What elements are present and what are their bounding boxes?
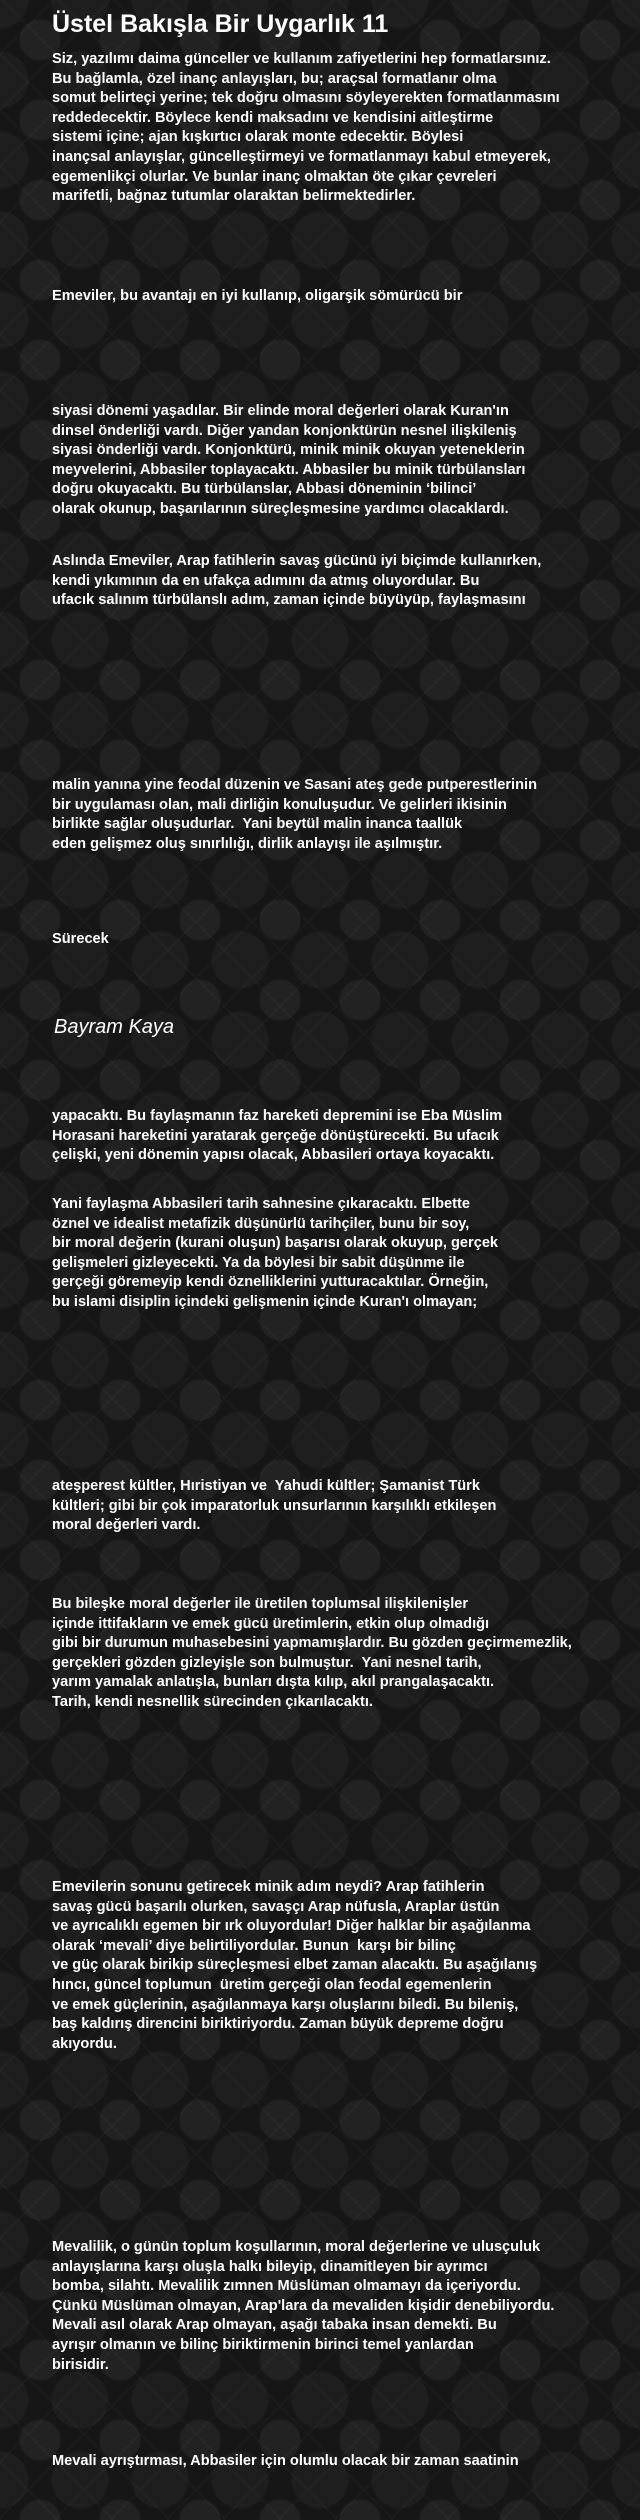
paragraph-8: Yani faylaşma Abbasileri tarih sahnesine çıkaracaktı. Elbette öznel ve idealist metafizik düşünürlü tarihçiler, bunu bir soy, bir moral değerin (kurani oluşun) başarısı olarak okuyup, gerçek gelişmeleri gizleyecekti. Ya da böylesi bir sabit düşünme ile gerçeği göremeyip kendi öznelliklerini yutturacaktılar. Örneğin, bu islami disiplin içindeki gelişmenin içinde Kuran'ı olmayan; [52, 1196, 499, 1310]
paragraph-1: Siz, yazılımı daima günceller ve kullanım zafiyetlerini hep formatlarsınız. Bu bağlamla, özel inanç anlayışları, bu; araçsal formatlanır olma somut belirteçi yerine; tek doğru olmasını söyleyerekten formatlanmasını reddedecektir. Böylece kendi maksadını ve kendisini aitleştirme sistemi içine; ajan kışkırtıcı olarak monte edecektir. Böylesi inançsal anlayışlar, güncelleştirmeyi ve formatlanmayı kabul etmeyerek, egemenlikçi olurlar. Ve bunlar inanç olmaktan öte çıkar çevreleri marifetli, bağnaz tutumlar olaraktan belirmektedirler. [52, 51, 560, 205]
paragraph-3: siyasi dönemi yaşadılar. Bir elinde moral değerleri olarak Kuran'ın dinsel önderliği vardı. Diğer yandan konjonktürün nesnel ilişkileniş siyasi önderliği vardı. Konjonktürü, minik minik okuyan yeteneklerin meyvelerini, Abbasiler toplayacaktı. Abbasiler bu minik türbülansları doğru okuyacaktı. Bu türbülanslar, Abbasi döneminin ‘bilinci’ olarak okunup, başarılarının süreçleşmesine yardımcı olacaklardı. [52, 403, 526, 517]
paragraph-13: Mevali ayrıştırması, Abbasiler için olumlu olacak bir zaman saatinin [52, 2453, 519, 2469]
paragraph-11: Emevilerin sonunu getirecek minik adım neydi? Arap fatihlerin savaş gücü başarılı olurken, savaşçı Arap nüfusla, Araplar üstün ve ayrıcalıklı egemen bir ırk oluyordular! Diğer halklar bir aşağılanma olarak ‘mevali’ diye belirtiliyordular. Bunun karşı bir bilinç ve güç olarak birikip süreçleşmesi elbet zaman alacaktı. Bu aşağılanış hıncı, güncel toplumun üretim gerçeği olan feodal egemenlerin ve emek güçlerinin, aşağılanmaya karşı oluşlarını biledi. Bu bileniş, baş kaldırış direncini biriktiriyordu. Zaman büyük depreme doğru akıyordu. [52, 1879, 538, 2052]
paragraph-5: malin yanına yine feodal düzenin ve Sasani ateş gede putperestlerinin bir uygulaması olan, mali dirliğin konuluşudur. Ve gelirleri ikisinin birlikte sağlar oluşudurlar. Yani beytül malin inanca taallük eden gelişmez oluş sınırlılığı, dirlik anlayışı ile aşılmıştır. [52, 777, 537, 852]
paragraph-7: yapacaktı. Bu faylaşmanın faz hareketi depremini ise Eba Müslim Horasani hareketini yaratarak gerçeğe dönüştürecekti. Bu ufacık çelişki, yeni dönemin yapısı olacak, Abbasileri ortaya koyacaktı. [52, 1108, 503, 1164]
paragraph-2: Emeviler, bu avantajı en iyi kullanıp, oligarşik sömürücü bir [52, 288, 463, 304]
paragraph-12: Mevalilik, o günün toplum koşullarının, moral değerlerine ve ulusçuluk anlayışlarına karşı oluşla halkı bileyip, dinamitleyen bir ayrımcı bomba, silahtı. Mevalilik zımnen Müslüman olmamayı da içeriyordu. Çünkü Müslüman olmayan, Arap'lara da mevaliden kişidir denebiliyordu. Mevali asıl olarak Arap olmayan, aşağı tabaka insan demekti. Bu ayrışır olmanın ve bilinç biriktirmenin birinci temel yanlardan birisidir. [52, 2239, 555, 2373]
paragraph-9: ateşperest kültler, Hıristiyan ve Yahudi kültler; Şamanist Türk kültleri; gibi bir çok imparatorluk unsurlarının karşılıklı etkileşen moral değerleri vardı. [52, 1478, 497, 1534]
paragraph-6: Sürecek [52, 931, 109, 947]
page-title: Üstel Bakışla Bir Uygarlık 11 [52, 10, 389, 38]
paragraph-10: Bu bileşke moral değerler ile üretilen toplumsal ilişkilenişler içinde ittifakların ve emek gücü üretimlerin, etkin olup olmadığı gibi bir durumun muhasebesini yapmamışlardır. Bu gözden geçirmemezlik, gerçekleri gözden gizleyişle son bulmuştur. Yani nesnel tarih, yarım yamalak anlatışla, bunları dışta kılıp, akıl prangalaşacaktı. Tarih, kendi nesnellik sürecinden çıkarılacaktı. [52, 1596, 572, 1710]
author-name: Bayram Kaya [54, 1016, 175, 1038]
paragraph-4: Aslında Emeviler, Arap fatihlerin savaş gücünü iyi biçimde kullanırken, kendi yıkımının da en ufakça adımını da atmış oluyordular. Bu ufacık salınım türbülanslı adım, zaman içinde büyüyüp, faylaşmasını [52, 553, 542, 609]
